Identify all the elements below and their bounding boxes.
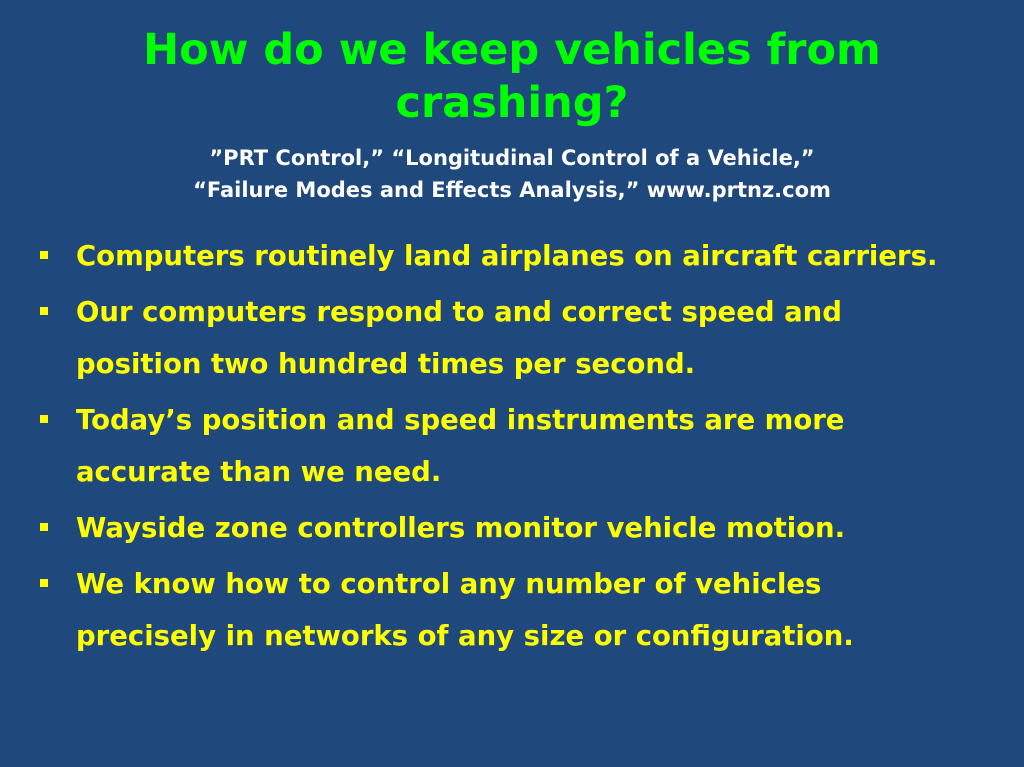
bullet-line: Our computers respond to and correct speed and [76, 296, 842, 328]
slide-title-line: How do we keep vehicles from [143, 25, 881, 75]
bullet-line: Today’s position and speed instruments are more [76, 404, 845, 436]
square-bullet-icon [40, 523, 48, 531]
slide-subtitle-line: “Failure Modes and Effects Analysis,” www.prtnz.com [193, 178, 831, 202]
slide-title [0, 24, 1024, 130]
slide-subtitle [0, 142, 1024, 206]
bullet-item [36, 558, 1016, 662]
bullet-item [36, 230, 1016, 282]
bullet-item [36, 502, 1016, 554]
bullet-line: accurate than we need. [76, 456, 442, 488]
bullet-list [36, 230, 1016, 666]
square-bullet-icon [40, 415, 48, 423]
bullet-line: position two hundred times per second. [76, 348, 696, 380]
bullet-line: Wayside zone controllers monitor vehicle motion. [76, 512, 846, 544]
slide-subtitle-line: ”PRT Control,” “Longitudinal Control of a Vehicle,” [209, 146, 815, 170]
bullet-text [76, 286, 1016, 390]
bullet-text [76, 230, 1016, 282]
square-bullet-icon [40, 251, 48, 259]
square-bullet-icon [40, 307, 48, 315]
bullet-item [36, 286, 1016, 390]
bullet-text [76, 502, 1016, 554]
bullet-item [36, 394, 1016, 498]
square-bullet-icon [40, 579, 48, 587]
bullet-text [76, 394, 1016, 498]
bullet-text [76, 558, 1016, 662]
bullet-line: We know how to control any number of vehicles [76, 568, 822, 600]
bullet-line: Computers routinely land airplanes on aircraft carriers. [76, 240, 938, 272]
bullet-line: precisely in networks of any size or configuration. [76, 620, 854, 652]
slide-title-line: crashing? [395, 78, 629, 128]
